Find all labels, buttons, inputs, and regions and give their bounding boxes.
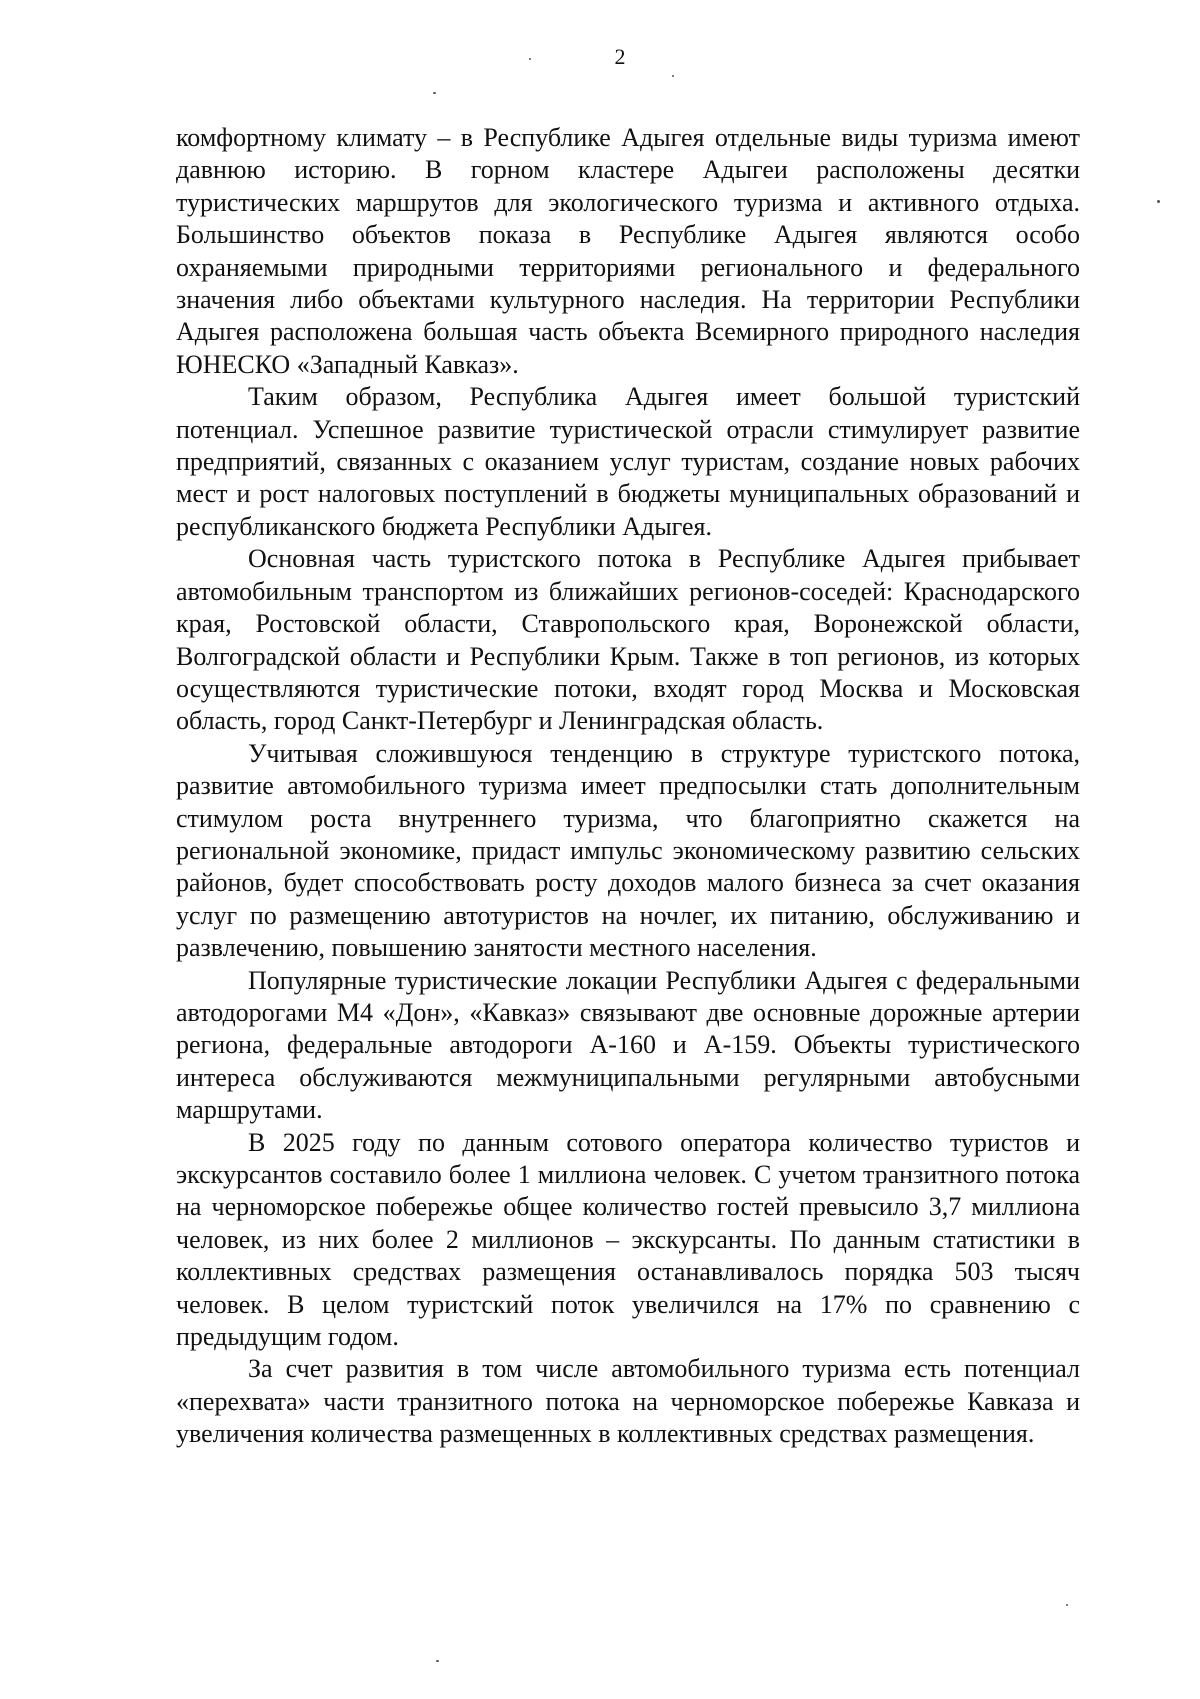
paragraph-tourist-flow-regions: Основная часть туристского потока в Республике Адыгея прибывает автомобильным транспортом из ближайших регионов-соседей: Краснодарского края, Ростовской области, Ставропольского края, Воронежской области, Волгоградской области и Республики Крым. Также в топ регионов, из которых осуществляются туристические потоки, входят город Москва и Московская область, город Санкт-Петербург и Ленинградская область. — [176, 544, 1080, 736]
paragraph-auto-tourism-trend: Учитывая сложившуюся тенденцию в структуре туристского потока, развитие автомобильного туризма имеет предпосылки стать дополнительным стимулом роста внутреннего туризма, что благоприятно скажется на региональной экономике, придаст импульс экономическому развитию сельских районов, будет способствовать росту доходов малого бизнеса за счет оказания услуг по размещению автотуристов на ночлег, их питанию, обслуживанию и развлечению, повышению занятости местного населения. — [176, 738, 1080, 963]
paragraph-highways: Популярные туристические локации Республики Адыгея с федеральными автодорогами М4 «Дон», «Кавказ» связывают две основные дорожные артерии региона, федеральные автодороги А-160 и А-159. Объекты туристического интереса обслуживаются межмуниципальными регулярными автобусными маршрутами. — [176, 965, 1080, 1125]
scan-speck — [1157, 200, 1160, 203]
scan-speck — [672, 75, 674, 77]
page-number: 2 — [614, 44, 626, 69]
scan-speck — [436, 1660, 439, 1662]
paragraph-transit-interception: За счет развития в том числе автомобильного туризма есть потенциал «перехвата» части транзитного потока на черноморское побережье Кавказа и увеличения количества размещенных в коллективных средствах размещения. — [176, 1354, 1080, 1449]
scan-speck — [529, 58, 531, 60]
paragraph-2025-statistics: В 2025 году по данным сотового оператора количество туристов и экскурсантов составило более 1 миллиона человек. С учетом транзитного потока на черноморское побережье общее количество гостей превысило 3,7 миллиона человек, из них более 2 миллионов – экскурсанты. По данным статистики в коллективных средствах размещения останавливалось порядка 503 тысяч человек. В целом туристский поток увеличился на 17% по сравнению с предыдущим годом. — [176, 1127, 1080, 1352]
paragraph-tourist-potential: Таким образом, Республика Адыгея имеет большой туристский потенциал. Успешное развитие туристической отрасли стимулирует развитие предприятий, связанных с оказанием услуг туристам, создание новых рабочих мест и рост налоговых поступлений в бюджеты муниципальных образований и республиканского бюджета Республики Адыгея. — [176, 382, 1080, 541]
scan-speck — [433, 92, 436, 94]
scan-speck — [1066, 1604, 1068, 1606]
paragraph-climate-history: комфортному климату – в Республике Адыгея отдельные виды туризма имеют давнюю историю. В горном кластере Адыгеи расположены десятки туристических маршрутов для экологического туризма и активного отдыха. Большинство объектов показа в Республике Адыгея являются особо охраняемыми природными территориями регионального и федерального значения либо объектами культурного наследия. На территории Республики Адыгея расположена большая часть объекта Всемирного природного наследия ЮНЕСКО «Западный Кавказ». — [176, 123, 1080, 379]
document-body — [176, 122, 1080, 1451]
